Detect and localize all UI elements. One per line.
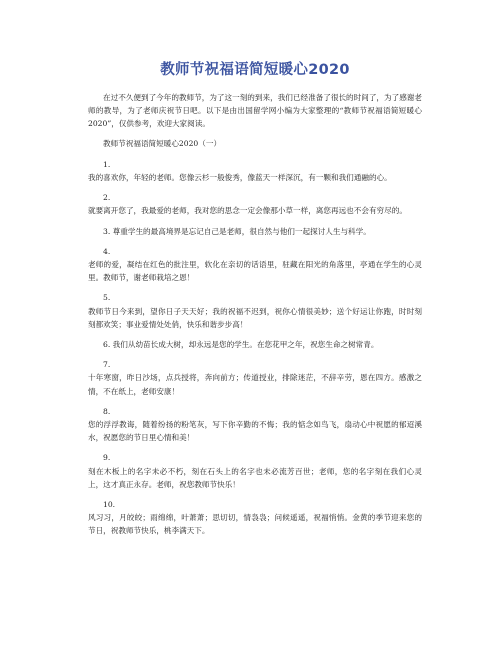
item-number: 2. [103,193,111,203]
item-text: 教师节日今来到，望你日子天天好；我的祝福不迟到，祝你心情很美妙；送个好运让你跑，时时刻刻都欢笑；事业爱情处处俏，快乐和谐步步高！ [88,306,422,329]
section-subtitle: 教师节祝福语简短暖心2020（一） [103,138,222,148]
item-number: 8. [103,406,111,416]
item-number: 10. [103,500,116,510]
item-number: 9. [103,453,111,463]
item-number: 4. [103,246,111,256]
intro-paragraph: 在过不久便到了今年的教师节，为了这一刻的到来，我们已经准备了很长的时间了，为了感谢老师的教导，为了老师庆祝节日吧。以下是由出国留学网小编为大家整理的“教师节祝福语简短暖心2020”，仅供参考，欢迎大家阅读。 [88,93,422,129]
item-number: 1. [103,159,111,169]
item-text: 就要离开您了，我最爱的老师，我对您的思念一定会像那小草一样，离您再远也不会有穷尽的。 [88,206,407,216]
item-text: 我的喜欢你，年轻的老师。您像云杉一般俊秀，像蓝天一样深沉，有一颗和我们通融的心。 [88,173,392,183]
document-title: 教师节祝福语简短暖心2020 [160,62,350,78]
item-text: 您的浮浮教诲，随着纷扬的粉笔灰，写下你辛勤的不悔；我的惦念如鸟飞，扇动心中祝愿的郁迢溪水，祝愿您的节日里心情和美！ [88,420,422,443]
item-text: 老师的爱，凝结在红色的批注里，软化在亲切的话语里，驻藏在阳光的角落里，亭通在学生的心灵里。教师节，谢老师栽培之恩！ [88,260,422,283]
item-text: 6. 我们从幼苗长成大树，却永远是您的学生。在您花甲之年，祝您生命之树常青。 [103,340,379,350]
item-text: 3. 尊重学生的最高境界是忘记自己是老师，很自然与他们一起探讨人生与科学。 [103,226,371,236]
item-text: 十年寒窗，昨日沙场，点兵授将，奔向前方；传道授业，排除迷茫，不辞辛劳，恩在四方。感激之情，不在纸上，老师安康！ [88,373,422,396]
item-number: 5. [103,293,111,303]
item-text: 风习习，月皎皎；雨绵绵，叶萧萧；思切切，情袅袅；问候遥遥，祝福悄悄。金黄的季节迎来您的节日，祝教师节快乐，桃李满天下。 [88,513,422,536]
item-text: 刻在木板上的名字未必不朽，刻在石头上的名字也未必流芳百世；老师，您的名字刻在我们心灵上，这才真正永存。老师，祝您教师节快乐！ [88,466,422,489]
item-number: 7. [103,360,111,370]
